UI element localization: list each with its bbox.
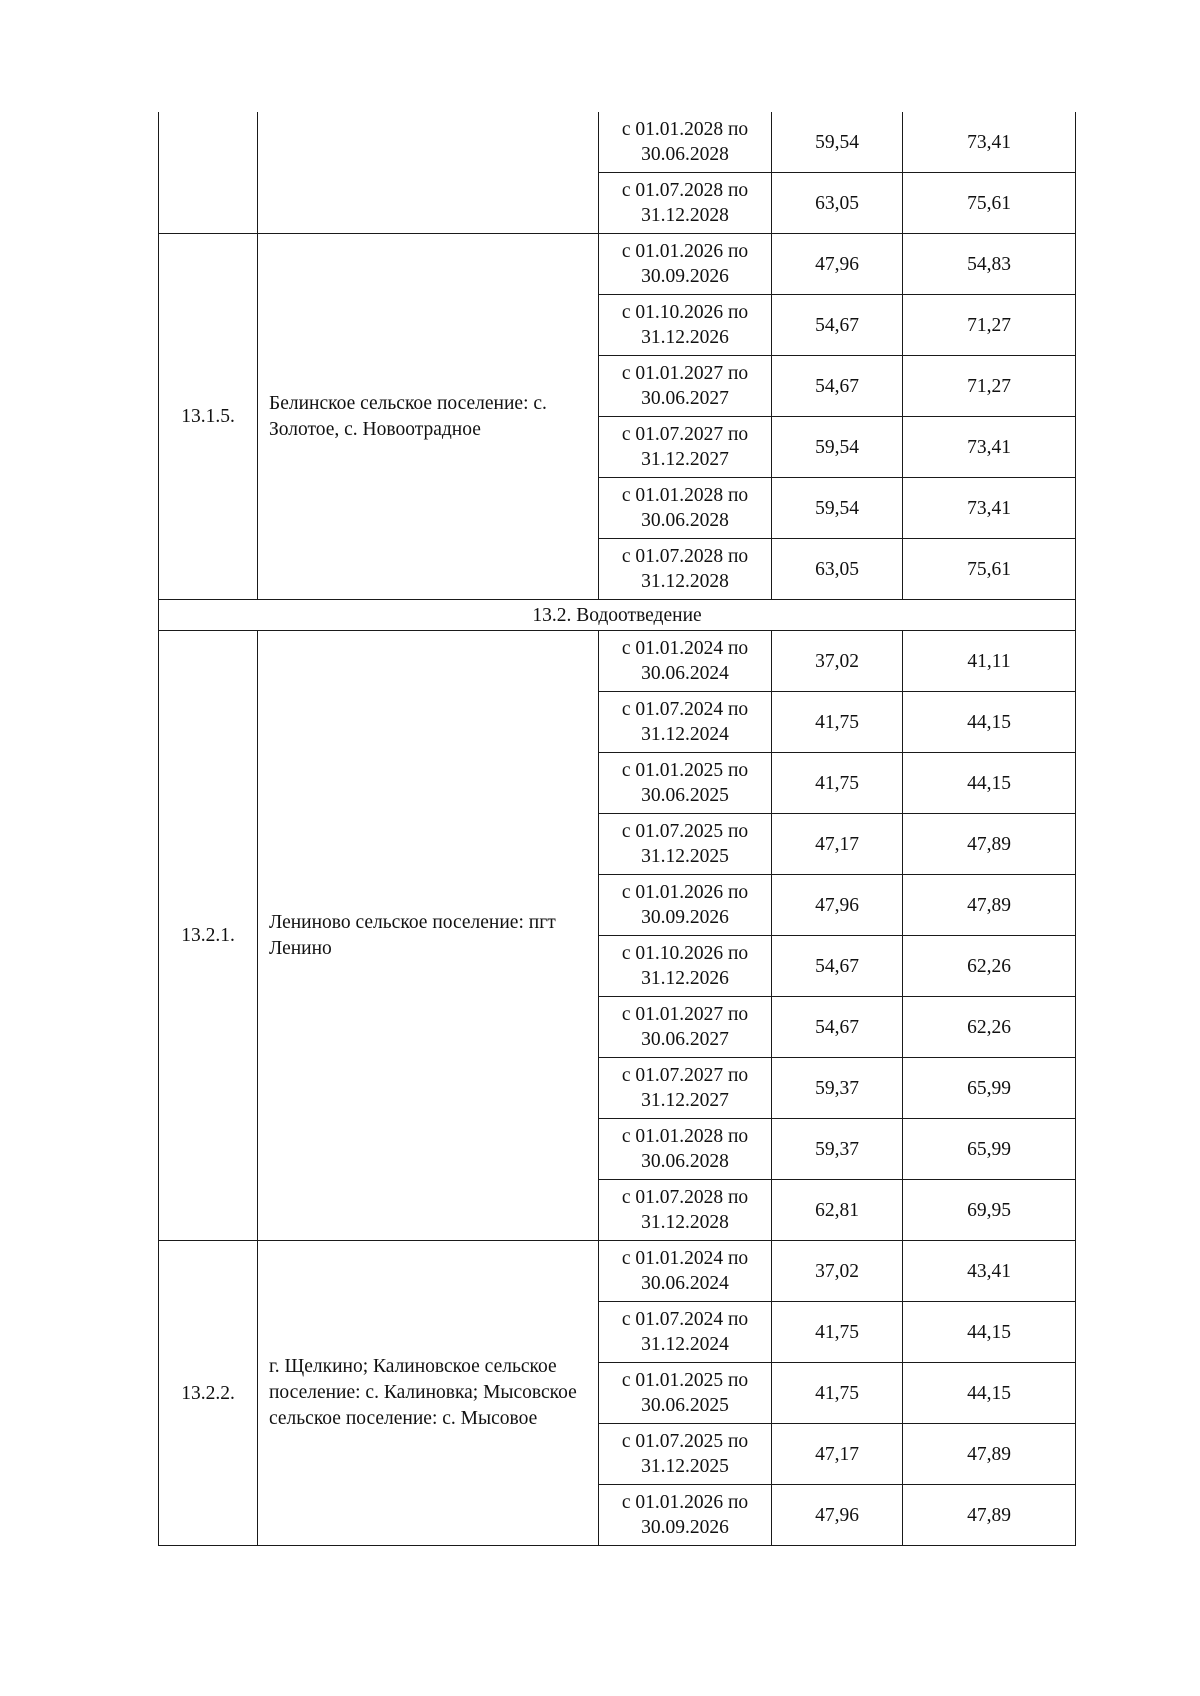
period-to: 30.06.2025: [641, 785, 729, 806]
period-from: с 01.01.2026 по: [621, 241, 749, 262]
settlement-name: Белинское сельское поселение: с. Золотое, с. Новоотрадное: [258, 234, 599, 600]
tariff-value-2: 44,15: [903, 753, 1076, 814]
period-from: с 01.07.2024 по: [621, 699, 749, 720]
tariff-value-2: 44,15: [903, 692, 1076, 753]
tariff-value-2: 65,99: [903, 1058, 1076, 1119]
tariff-value-1: 41,75: [772, 692, 903, 753]
period-cell: [599, 1485, 772, 1546]
period-to: 31.12.2027: [641, 1090, 729, 1111]
period-cell: [599, 997, 772, 1058]
period-from: с 01.07.2028 по: [621, 180, 749, 201]
period-from: с 01.07.2027 по: [621, 424, 749, 445]
period-from: с 01.07.2025 по: [621, 821, 749, 842]
tariff-table-body: [159, 112, 1076, 1546]
period-to: 30.09.2026: [641, 907, 729, 928]
tariff-value-2: 47,89: [903, 1424, 1076, 1485]
period-cell: [599, 936, 772, 997]
period-cell: [599, 631, 772, 692]
tariff-value-1: 41,75: [772, 1363, 903, 1424]
period-from: с 01.01.2024 по: [621, 1248, 749, 1269]
tariff-value-2: 71,27: [903, 356, 1076, 417]
tariff-value-2: 71,27: [903, 295, 1076, 356]
table-row: [159, 234, 1076, 295]
period-cell: [599, 417, 772, 478]
period-to: 31.12.2028: [641, 571, 729, 592]
tariff-value-1: 63,05: [772, 539, 903, 600]
period-to: 30.09.2026: [641, 266, 729, 287]
tariff-value-2: 41,11: [903, 631, 1076, 692]
tariff-value-1: 54,67: [772, 295, 903, 356]
period-from: с 01.01.2025 по: [621, 1370, 749, 1391]
tariff-value-2: 43,41: [903, 1241, 1076, 1302]
period-to: 31.12.2028: [641, 205, 729, 226]
period-cell: [599, 1119, 772, 1180]
period-from: с 01.07.2028 по: [621, 1187, 749, 1208]
tariff-value-2: 62,26: [903, 997, 1076, 1058]
period-to: 31.12.2026: [641, 968, 729, 989]
tariff-value-1: 54,67: [772, 997, 903, 1058]
tariff-value-2: 44,15: [903, 1302, 1076, 1363]
period-cell: [599, 814, 772, 875]
period-cell: [599, 173, 772, 234]
tariff-value-1: 59,54: [772, 112, 903, 173]
table-row: [159, 631, 1076, 692]
row-code: 13.1.5.: [159, 234, 258, 600]
tariff-value-1: 37,02: [772, 631, 903, 692]
tariff-value-1: 59,54: [772, 417, 903, 478]
period-from: с 01.01.2028 по: [621, 485, 749, 506]
period-to: 30.06.2024: [641, 1273, 729, 1294]
tariff-value-2: 47,89: [903, 1485, 1076, 1546]
period-from: с 01.01.2028 по: [621, 119, 749, 140]
tariff-value-2: 65,99: [903, 1119, 1076, 1180]
period-to: 30.06.2025: [641, 1395, 729, 1416]
tariff-value-1: 59,54: [772, 478, 903, 539]
tariff-value-1: 59,37: [772, 1058, 903, 1119]
period-to: 31.12.2028: [641, 1212, 729, 1233]
period-from: с 01.01.2026 по: [621, 882, 749, 903]
period-from: с 01.01.2025 по: [621, 760, 749, 781]
table-row: [159, 112, 1076, 173]
tariff-value-1: 63,05: [772, 173, 903, 234]
period-from: с 01.10.2026 по: [621, 943, 749, 964]
period-to: 31.12.2025: [641, 1456, 729, 1477]
tariff-value-2: 47,89: [903, 814, 1076, 875]
row-code: [159, 112, 258, 234]
tariff-value-2: 73,41: [903, 478, 1076, 539]
settlement-name: Лениново сельское поселение: пгт Ленино: [258, 631, 599, 1241]
tariff-value-1: 62,81: [772, 1180, 903, 1241]
period-cell: [599, 753, 772, 814]
period-from: с 01.07.2027 по: [621, 1065, 749, 1086]
period-to: 30.09.2026: [641, 1517, 729, 1538]
period-to: 30.06.2024: [641, 663, 729, 684]
period-from: с 01.01.2027 по: [621, 363, 749, 384]
tariff-value-2: 44,15: [903, 1363, 1076, 1424]
period-cell: [599, 356, 772, 417]
tariff-value-2: 73,41: [903, 112, 1076, 173]
period-from: с 01.01.2028 по: [621, 1126, 749, 1147]
settlement-name: [258, 112, 599, 234]
period-from: с 01.07.2025 по: [621, 1431, 749, 1452]
tariff-value-1: 47,96: [772, 875, 903, 936]
tariff-value-1: 41,75: [772, 753, 903, 814]
period-cell: [599, 295, 772, 356]
tariff-value-1: 47,17: [772, 1424, 903, 1485]
tariff-value-2: 75,61: [903, 173, 1076, 234]
tariff-value-1: 37,02: [772, 1241, 903, 1302]
period-cell: [599, 1363, 772, 1424]
row-code: 13.2.2.: [159, 1241, 258, 1546]
period-to: 31.12.2026: [641, 327, 729, 348]
tariff-value-1: 59,37: [772, 1119, 903, 1180]
period-cell: [599, 539, 772, 600]
period-cell: [599, 112, 772, 173]
tariff-value-1: 47,17: [772, 814, 903, 875]
section-row: [159, 600, 1076, 631]
period-from: с 01.01.2027 по: [621, 1004, 749, 1025]
tariff-value-2: 69,95: [903, 1180, 1076, 1241]
period-cell: [599, 234, 772, 295]
period-to: 30.06.2027: [641, 388, 729, 409]
period-to: 31.12.2025: [641, 846, 729, 867]
settlement-name: г. Щелкино; Калиновское сельское поселение: с. Калиновка; Мысовское сельское поселение: с. Мысовое: [258, 1241, 599, 1546]
tariff-table: [158, 112, 1076, 1546]
tariff-value-2: 47,89: [903, 875, 1076, 936]
tariff-value-2: 75,61: [903, 539, 1076, 600]
tariff-value-1: 41,75: [772, 1302, 903, 1363]
period-cell: [599, 1424, 772, 1485]
section-title: 13.2. Водоотведение: [159, 600, 1076, 631]
period-from: с 01.10.2026 по: [621, 302, 749, 323]
period-to: 30.06.2027: [641, 1029, 729, 1050]
period-cell: [599, 1241, 772, 1302]
period-to: 31.12.2027: [641, 449, 729, 470]
tariff-value-2: 62,26: [903, 936, 1076, 997]
tariff-value-1: 47,96: [772, 1485, 903, 1546]
row-code: 13.2.1.: [159, 631, 258, 1241]
period-from: с 01.07.2024 по: [621, 1309, 749, 1330]
period-cell: [599, 1302, 772, 1363]
tariff-value-1: 54,67: [772, 936, 903, 997]
period-to: 30.06.2028: [641, 1151, 729, 1172]
period-from: с 01.07.2028 по: [621, 546, 749, 567]
tariff-value-1: 54,67: [772, 356, 903, 417]
period-cell: [599, 692, 772, 753]
period-cell: [599, 478, 772, 539]
period-from: с 01.01.2026 по: [621, 1492, 749, 1513]
period-cell: [599, 1058, 772, 1119]
period-to: 30.06.2028: [641, 144, 729, 165]
period-cell: [599, 1180, 772, 1241]
period-from: с 01.01.2024 по: [621, 638, 749, 659]
period-cell: [599, 875, 772, 936]
tariff-value-1: 47,96: [772, 234, 903, 295]
tariff-value-2: 54,83: [903, 234, 1076, 295]
period-to: 31.12.2024: [641, 1334, 729, 1355]
period-to: 30.06.2028: [641, 510, 729, 531]
table-row: [159, 1241, 1076, 1302]
period-to: 31.12.2024: [641, 724, 729, 745]
tariff-value-2: 73,41: [903, 417, 1076, 478]
